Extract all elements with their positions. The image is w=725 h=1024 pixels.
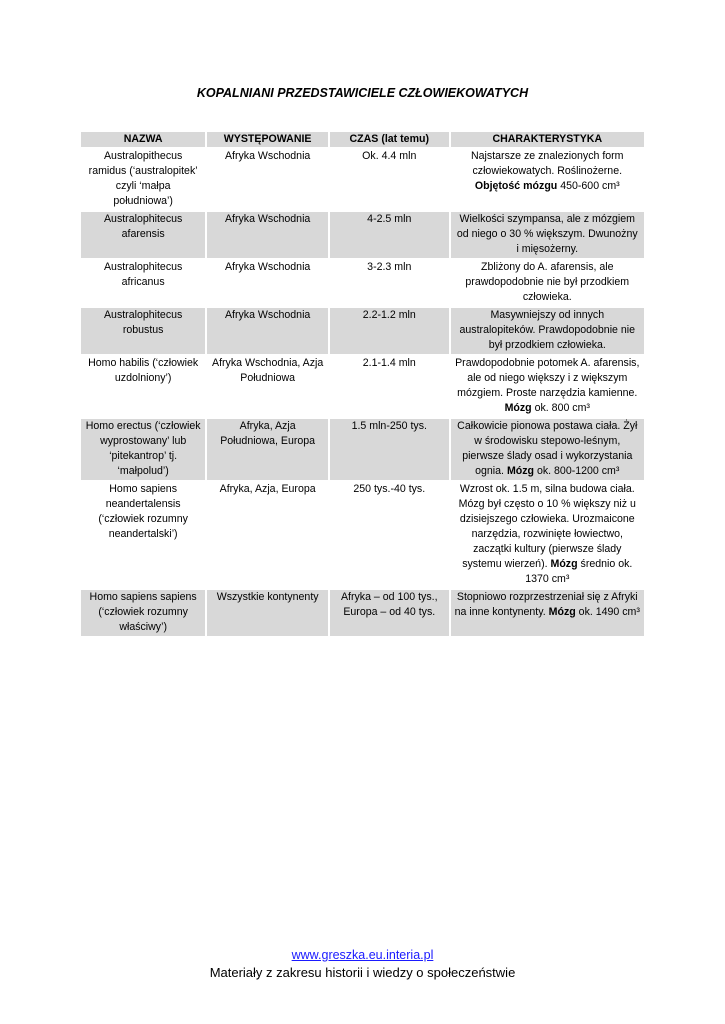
cell-characteristics: [451, 356, 644, 417]
cell-name: Homo erectus (‘człowiek wyprostowany’ lub ‘pitekantrop’ tj. ‘małpolud’): [81, 419, 205, 480]
desc-text-end: ok. 800-1200 cm³: [534, 465, 620, 477]
cell-region: Afryka Wschodnia, Azja Południowa: [207, 356, 328, 417]
desc-text: Zbliżony do A. afarensis, ale prawdopodobnie nie był przodkiem człowieka.: [465, 261, 630, 303]
cell-name: Homo habilis (‘człowiek uzdolniony’): [81, 356, 205, 417]
desc-text: Stopniowo rozprzestrzeniał się z Afryki na inne kontynenty.: [454, 591, 638, 618]
header-characteristics: CHARAKTERYSTYKA: [451, 132, 644, 147]
table-row: [81, 308, 644, 354]
cell-characteristics: [451, 308, 644, 354]
cell-time: 2.2-1.2 mln: [330, 308, 449, 354]
cell-time: 2.1-1.4 mln: [330, 356, 449, 417]
table-row: [81, 482, 644, 588]
desc-text: Wzrost ok. 1.5 m, silna budowa ciała. Mózg był często o 10 % większy niż u dzisiejszego człowieka. Urozmaicone narzędzia, rozwinięte łowiectwo, zaczątki kultury (pierwsze ślady systemu wierzeń).: [458, 483, 636, 570]
table-row: [81, 149, 644, 210]
cell-name: Homo sapiens sapiens (‘człowiek rozumny właściwy’): [81, 590, 205, 636]
desc-text: Masywniejszy od innych australopiteków. Prawdopodobnie nie był przodkiem człowieka.: [459, 309, 636, 351]
cell-region: Wszystkie kontynenty: [207, 590, 328, 636]
table-row: [81, 212, 644, 258]
cell-name: Homo sapiens neandertalensis (‘człowiek rozumny neandertalski’): [81, 482, 205, 588]
header-name: NAZWA: [81, 132, 205, 147]
cell-characteristics: [451, 212, 644, 258]
cell-characteristics: [451, 482, 644, 588]
cell-time: 1.5 mln-250 tys.: [330, 419, 449, 480]
website-link[interactable]: www.greszka.eu.interia.pl: [291, 948, 434, 962]
desc-bold: Mózg: [548, 606, 576, 618]
table-row: [81, 356, 644, 417]
cell-region: Afryka, Azja Południowa, Europa: [207, 419, 328, 480]
cell-time: 4-2.5 mln: [330, 212, 449, 258]
header-time: CZAS (lat temu): [330, 132, 449, 147]
desc-text-end: ok. 800 cm³: [531, 402, 590, 414]
table-header-row: [81, 132, 644, 147]
cell-name: Australopithecus ramidus (‘australopitek’ czyli ‘małpa południowa’): [81, 149, 205, 210]
cell-time: 3-2.3 mln: [330, 260, 449, 306]
desc-bold: Mózg: [506, 465, 535, 477]
cell-characteristics: [451, 149, 644, 210]
cell-region: Afryka Wschodnia: [207, 308, 328, 354]
desc-text: Prawdopodobnie potomek A. afarensis, ale od niego większy i z większym mózgiem. Proste narzędzia kamienne.: [455, 357, 640, 399]
cell-region: Afryka, Azja, Europa: [207, 482, 328, 588]
desc-bold: Mózg: [504, 402, 532, 414]
cell-characteristics: [451, 590, 644, 636]
cell-region: Afryka Wschodnia: [207, 149, 328, 210]
cell-region: Afryka Wschodnia: [207, 212, 328, 258]
desc-text: Wielkości szympansa, ale z mózgiem od niego o 30 % większym. Dwunożny i mięsożerny.: [456, 213, 638, 255]
cell-time: Afryka – od 100 tys., Europa – od 40 tys.: [330, 590, 449, 636]
document-title: KOPALNIANI PRZEDSTAWICIELE CZŁOWIEKOWATYCH: [196, 86, 529, 100]
cell-time: 250 tys.-40 tys.: [330, 482, 449, 588]
cell-characteristics: [451, 260, 644, 306]
header-region: WYSTĘPOWANIE: [207, 132, 328, 147]
table-row: [81, 590, 644, 636]
cell-characteristics: [451, 419, 644, 480]
desc-text-end: 450-600 cm³: [557, 180, 620, 192]
table-row: [81, 419, 644, 480]
cell-name: Australophitecus robustus: [81, 308, 205, 354]
desc-text: Najstarsze ze znalezionych form człowiekowatych. Roślinożerne.: [471, 150, 624, 177]
cell-time: Ok. 4.4 mln: [330, 149, 449, 210]
hominid-table: [79, 130, 646, 638]
cell-name: Australophitecus afarensis: [81, 212, 205, 258]
desc-text-end: ok. 1490 cm³: [575, 606, 640, 618]
desc-bold: Mózg: [550, 558, 578, 570]
cell-name: Australophitecus africanus: [81, 260, 205, 306]
table-row: [81, 260, 644, 306]
cell-region: Afryka Wschodnia: [207, 260, 328, 306]
desc-text: Całkowicie pionowa postawa ciała. Żył w środowisku stepowo-leśnym, pierwsze ślady osad i wykorzystania ognia.: [457, 420, 638, 477]
desc-bold: Objętość mózgu: [474, 180, 558, 192]
footer-note: Materiały z zakresu historii i wiedzy o społeczeństwie: [209, 965, 516, 980]
desc-text-end: średnio ok. 1370 cm³: [525, 558, 633, 585]
